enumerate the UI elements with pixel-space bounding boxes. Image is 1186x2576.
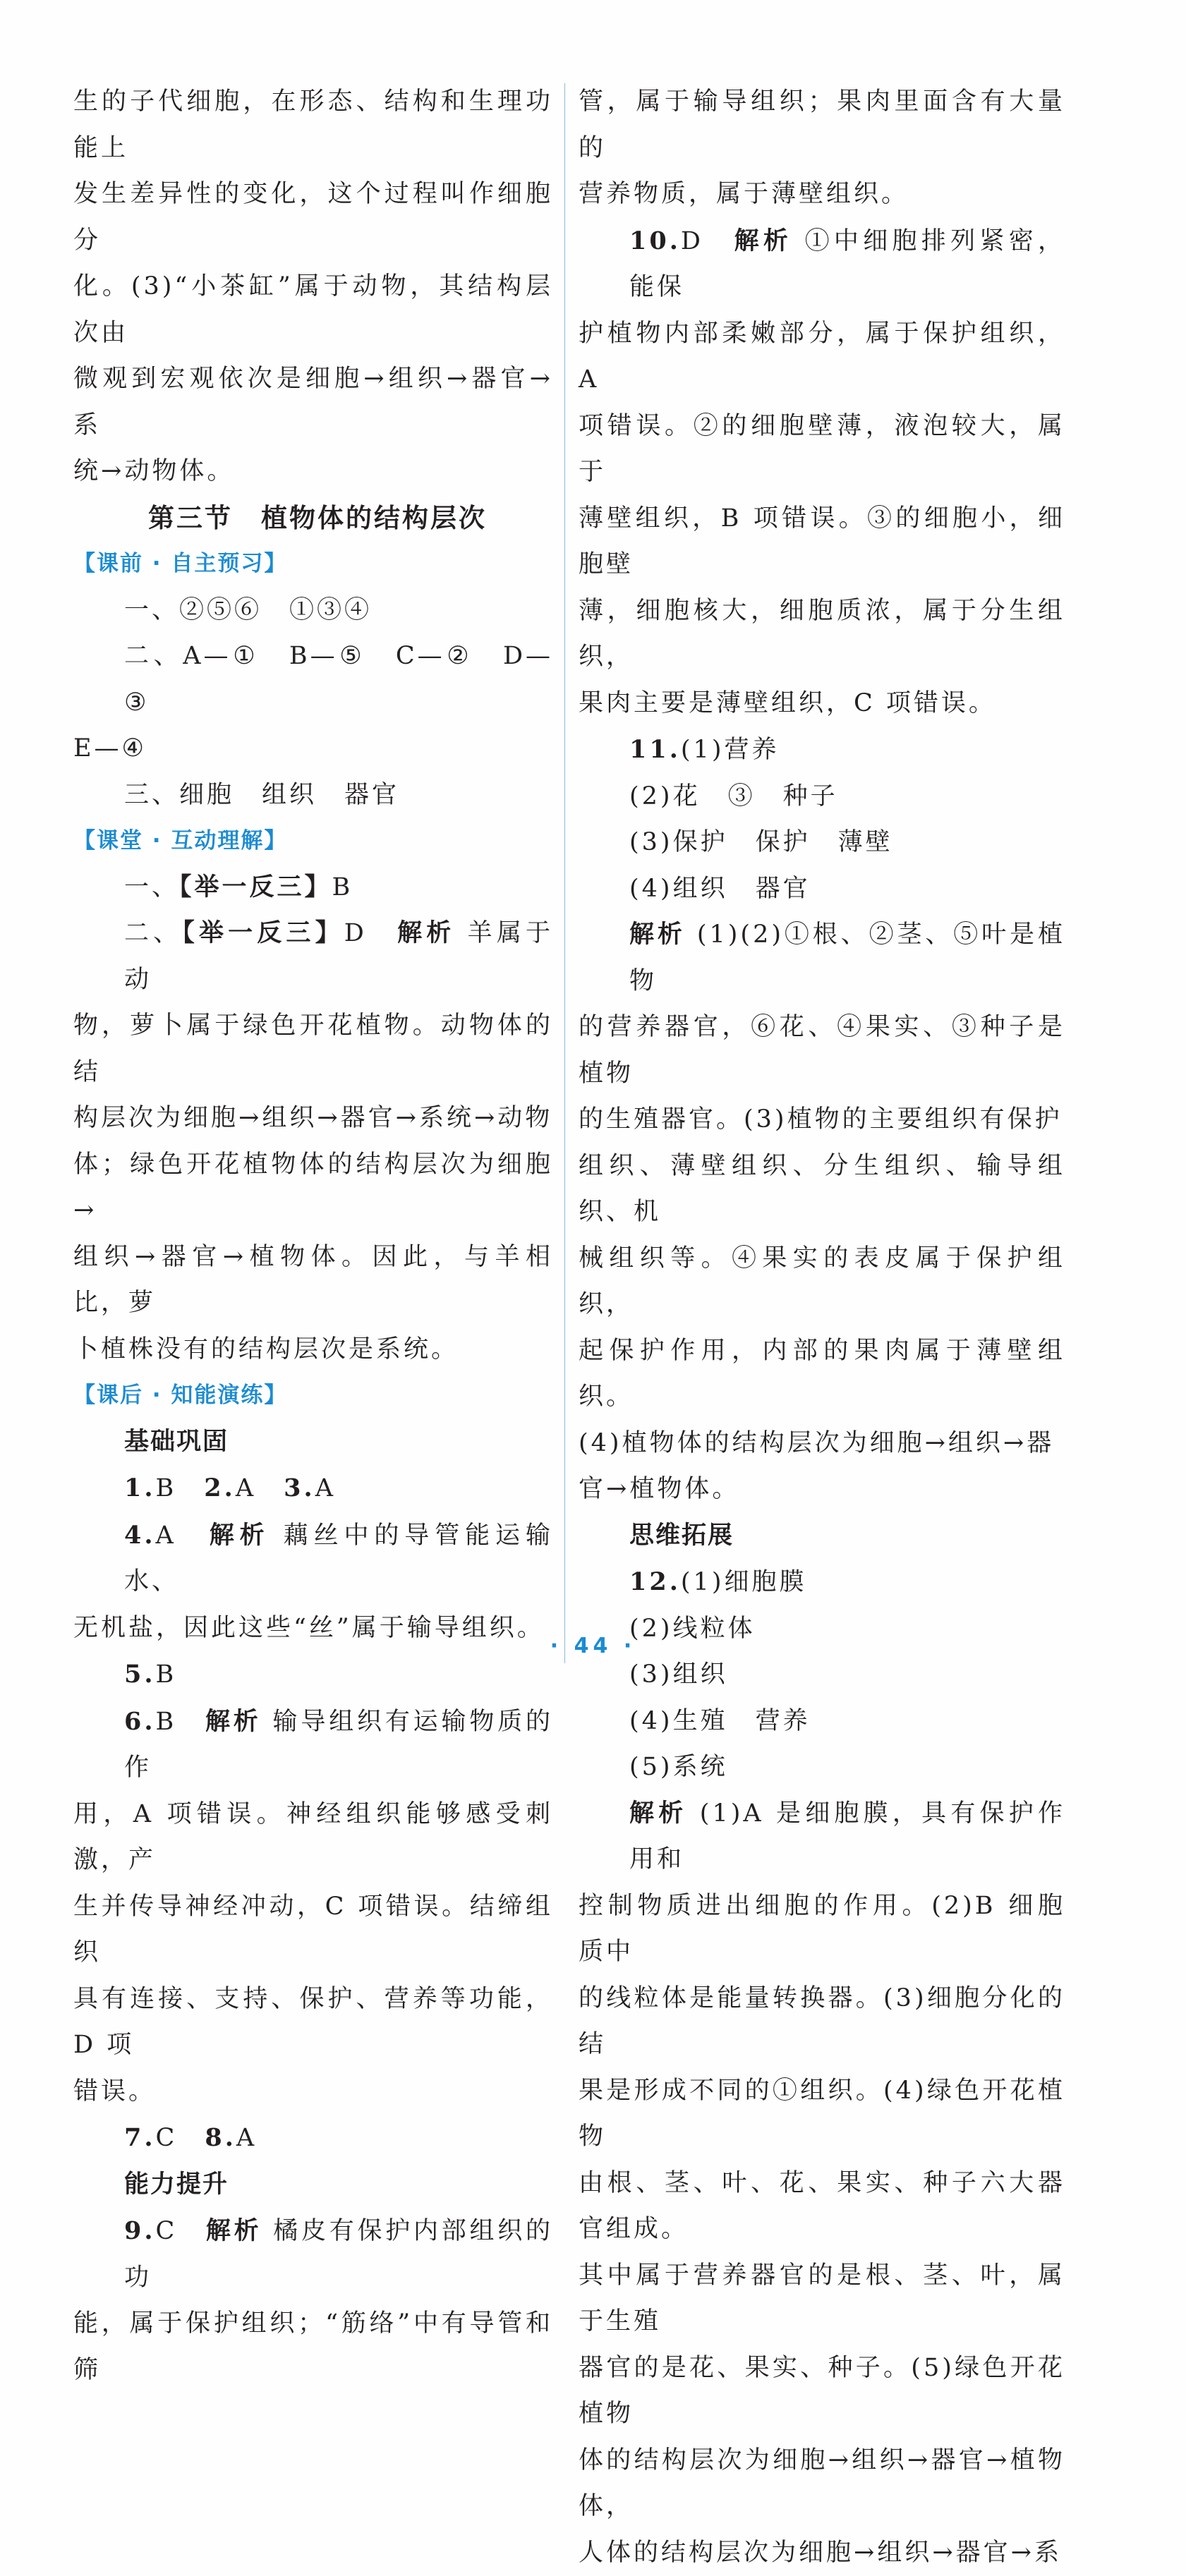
text-line: 果肉主要是薄壁组织，C 项错误。 [579,681,1065,727]
answer-line [73,1512,553,1605]
analysis-text: (1)(2)①根、②茎、⑤叶是植物 [629,921,1065,995]
question-number: 6. [124,1707,156,1736]
answer-line [73,1465,553,1512]
analysis-text: ①中细胞排列紧密，能保 [629,227,1065,302]
text-line: 错误。 [73,2069,553,2115]
text-line: 构层次为细胞→组织→器官→系统→动物 [73,1095,553,1142]
answer-line [73,1699,553,1792]
text-line: 具有连接、支持、保护、营养等功能，D 项 [73,1976,553,2069]
analysis-text: 输导组织有运输物质的作 [124,1708,553,1782]
text-line: 起保护作用，内部的果肉属于薄壁组织。 [579,1328,1065,1421]
question-number: 9. [124,2216,156,2245]
text-line: 项错误。②的细胞壁薄，液泡较大，属于 [579,403,1065,496]
text-line: 卜植株没有的结构层次是系统。 [73,1327,553,1373]
question-number: 10. [629,226,681,255]
analysis-label: 解析 [210,1521,270,1550]
text-line: 械组织等。④果实的表皮属于保护组织， [579,1236,1065,1328]
answer-line [579,727,1065,774]
answer-value: (1)细胞膜 [681,1568,807,1596]
analysis-text: (1)A 是细胞膜，具有保护作用和 [629,1799,1065,1874]
answer-line: (3)组织 [579,1652,1065,1699]
text-line: 生并传导神经冲动，C 项错误。结缔组织 [73,1884,553,1976]
question-number: 12. [629,1567,681,1596]
text-line: 微观到宏观依次是细胞→组织→器官→系 [73,356,553,449]
analysis-label: 解析 [205,1708,262,1736]
text-line: 的线粒体是能量转换器。(3)细胞分化的结 [579,1976,1065,2068]
question-number: 8. [205,2123,236,2152]
text-line: 果是形成不同的①组织。(4)绿色开花植物 [579,2068,1065,2161]
text-line: 官→植物体。 [579,1466,1065,1513]
text-line: 发生差异性的变化，这个过程叫作细胞分 [73,171,553,264]
answer-value: (1)营养 [681,736,780,764]
text-line: 控制物质进出细胞的作用。(2)B 细胞质中 [579,1883,1065,1976]
answer-value: D [344,919,397,947]
text-line: 薄壁组织，B 项错误。③的细胞小，细胞壁 [579,496,1065,588]
answer-value: B [332,873,353,901]
answer-line [73,865,553,911]
answer-line: (4)组织 器官 [579,866,1065,913]
text-line: 统→动物体。 [73,449,553,495]
question-number: 7. [124,2123,156,2152]
text-line: 器官的是花、果实、种子。(5)绿色开花植物 [579,2345,1065,2438]
answer-value: A [236,1474,256,1502]
text-line: 营养物质，属于薄壁组织。 [579,171,1065,218]
subsection-heading: 基础巩固 [73,1419,553,1466]
answer-line [73,911,553,1003]
example-tag: 【举一反三】 [182,919,344,947]
text-line: 化。(3)“小茶缸”属于动物，其结构层次由 [73,264,553,356]
answer-line: (2)线粒体 [579,1606,1065,1653]
question-number: 11. [629,735,681,764]
page-number: · 44 · [0,1634,1186,1658]
answer-value: A [315,1474,336,1502]
answer-line: (3)保护 保护 薄壁 [579,820,1065,866]
section-tag-classroom: 【课堂 · 互动理解】 [73,818,553,865]
answer-value: B [156,1708,177,1736]
question-number: 2. [204,1474,236,1502]
answer-value: C [156,2217,178,2245]
answer-line: (4)生殖 营养 [579,1699,1065,1745]
question-number: 5. [124,1660,156,1689]
answer-value: A [236,2124,257,2152]
answer-line: 一、②⑤⑥ ①③④ [73,588,553,634]
answer-line [579,218,1065,311]
text-line: 生的子代细胞，在形态、结构和生理功能上 [73,79,553,171]
section-title: 第三节 植物体的结构层次 [73,495,553,542]
text-line: 无机盐，因此这些“丝”属于输导组织。 [73,1605,553,1652]
question-number: 4. [124,1521,156,1550]
answer-line: E—④ [73,726,553,772]
analysis-text: 羊属于动 [124,919,553,994]
text-line: (4)植物体的结构层次为细胞→组织→器 [579,1421,1065,1467]
answer-line: (2)花 ③ 种子 [579,774,1065,820]
example-tag: 【举一反三】 [179,873,332,901]
answer-line: (5)系统 [579,1744,1065,1791]
analysis-text: 橘皮有保护内部组织的功 [124,2217,553,2292]
answer-value: B [156,1474,177,1502]
column-divider [564,83,565,1663]
text-line: 体；绿色开花植物体的结构层次为细胞→ [73,1142,553,1234]
section-tag-preview: 【课前 · 自主预习】 [73,541,553,588]
text-line: 管，属于输导组织；果肉里面含有大量的 [579,79,1065,171]
text-line: 人体的结构层次为细胞→组织→器官→系 [579,2530,1065,2576]
analysis-label: 解析 [206,2217,262,2245]
section-tag-after-class: 【课后 · 知能演练】 [73,1373,553,1419]
item-prefix: 二、 [124,919,182,947]
analysis-label: 解析 [734,227,793,255]
right-column [579,79,1065,2576]
text-line: 体的结构层次为细胞→组织→器官→植物体， [579,2438,1065,2530]
answer-line [73,2115,553,2162]
text-line: 用，A 项错误。神经组织能够感受刺激，产 [73,1792,553,1884]
item-prefix: 一、 [124,873,179,901]
text-line: 的生殖器官。(3)植物的主要组织有保护 [579,1097,1065,1143]
answer-line: 三、细胞 组织 器官 [73,772,553,819]
answer-line: 二、A—① B—⑤ C—② D—③ [73,633,553,726]
answer-value: A [156,1521,176,1550]
text-line: 薄，细胞核大，细胞质浓，属于分生组织， [579,588,1065,681]
text-line: 的营养器官，⑥花、④果实、③种子是植物 [579,1004,1065,1097]
subsection-heading: 能力提升 [73,2162,553,2209]
answer-value: D [681,227,703,255]
answer-line [579,1559,1065,1606]
question-number: 1. [124,1474,156,1502]
text-line: 能，属于保护组织；“筋络”中有导管和筛 [73,2301,553,2393]
answer-value: B [156,1660,177,1689]
answer-line [579,1791,1065,1883]
question-number: 3. [284,1474,315,1502]
text-line: 由根、茎、叶、花、果实、种子六大器官组成。 [579,2161,1065,2253]
analysis-text: 藕丝中的导管能运输水、 [124,1521,553,1596]
text-line: 物，萝卜属于绿色开花植物。动物体的结 [73,1003,553,1095]
text-line: 组织、薄壁组织、分生组织、输导组织、机 [579,1143,1065,1236]
analysis-label: 解析 [397,919,455,947]
answer-line [73,2208,553,2301]
text-line: 护植物内部柔嫩部分，属于保护组织，A [579,311,1065,403]
answer-line [579,912,1065,1004]
text-line: 组织→器官→植物体。因此，与羊相比，萝 [73,1234,553,1327]
subsection-heading: 思维拓展 [579,1513,1065,1560]
analysis-label: 解析 [629,921,686,949]
analysis-label: 解析 [629,1799,687,1828]
text-line: 其中属于营养器官的是根、茎、叶，属于生殖 [579,2253,1065,2345]
answer-value: C [156,2124,178,2152]
left-column [73,79,553,2393]
